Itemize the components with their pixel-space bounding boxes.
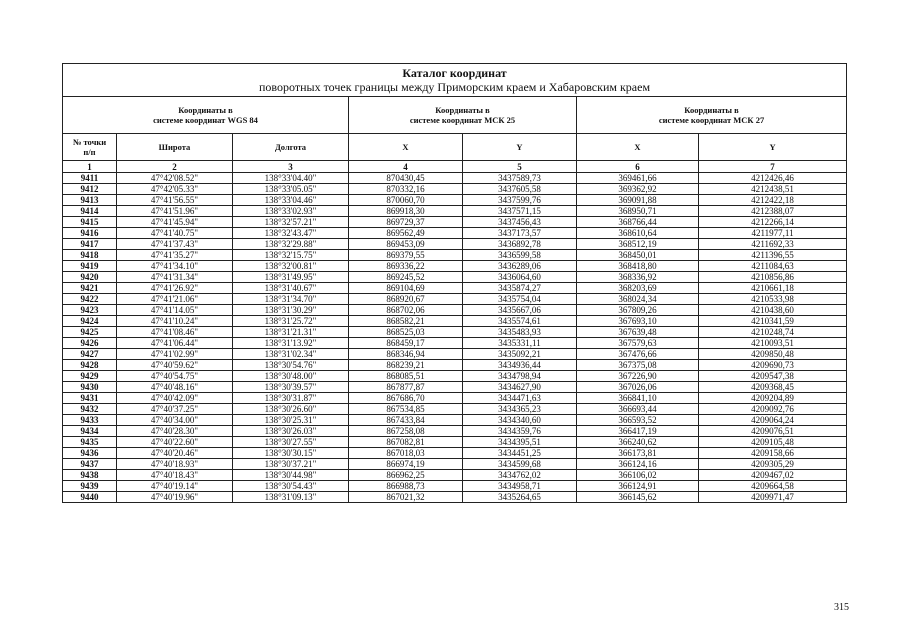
cell-longitude: 138°33'04.46" (233, 195, 349, 206)
table-row (63, 272, 847, 283)
cell-y-msk27: 4209971,47 (699, 492, 847, 503)
table-row (63, 261, 847, 272)
cell-y-msk25: 3437571,15 (463, 206, 577, 217)
cell-y-msk25: 3436599,58 (463, 250, 577, 261)
cell-point-number: 9425 (63, 327, 117, 338)
cell-x-msk27: 367226,90 (577, 371, 699, 382)
cell-x-msk25: 867018,03 (349, 448, 463, 459)
cell-point-number: 9421 (63, 283, 117, 294)
cell-point-number: 9430 (63, 382, 117, 393)
cell-y-msk27: 4209850,48 (699, 349, 847, 360)
cell-point-number: 9429 (63, 371, 117, 382)
cell-x-msk27: 367375,08 (577, 360, 699, 371)
cell-x-msk25: 868239,21 (349, 360, 463, 371)
cell-latitude: 47°41'40.75" (117, 228, 233, 239)
cell-y-msk27: 4209092,76 (699, 404, 847, 415)
cell-x-msk27: 366417,19 (577, 426, 699, 437)
table-row (63, 184, 847, 195)
column-header-x-msk27: X (577, 134, 699, 161)
cell-x-msk25: 868525,03 (349, 327, 463, 338)
cell-longitude: 138°30'54.43" (233, 481, 349, 492)
cell-latitude: 47°41'06.44" (117, 338, 233, 349)
cell-y-msk27: 4209467,02 (699, 470, 847, 481)
cell-latitude: 47°41'34.10" (117, 261, 233, 272)
cell-x-msk25: 867686,70 (349, 393, 463, 404)
cell-y-msk25: 3435483,93 (463, 327, 577, 338)
page-number: 315 (834, 602, 849, 613)
cell-x-msk27: 367476,66 (577, 349, 699, 360)
table-row (63, 371, 847, 382)
cell-x-msk27: 367026,06 (577, 382, 699, 393)
cell-latitude: 47°41'37.43" (117, 239, 233, 250)
cell-y-msk25: 3434359,76 (463, 426, 577, 437)
cell-latitude: 47°40'22.60" (117, 437, 233, 448)
cell-x-msk27: 368203,69 (577, 283, 699, 294)
cell-x-msk25: 868085,51 (349, 371, 463, 382)
cell-y-msk27: 4210856,86 (699, 272, 847, 283)
cell-longitude: 138°30'26.03" (233, 426, 349, 437)
cell-longitude: 138°32'15.75" (233, 250, 349, 261)
cell-point-number: 9435 (63, 437, 117, 448)
cell-point-number: 9420 (63, 272, 117, 283)
cell-point-number: 9428 (63, 360, 117, 371)
table-row (63, 448, 847, 459)
cell-x-msk25: 868346,94 (349, 349, 463, 360)
cell-latitude: 47°41'51.96" (117, 206, 233, 217)
cell-latitude: 47°41'31.34" (117, 272, 233, 283)
cell-latitude: 47°40'19.14" (117, 481, 233, 492)
cell-latitude: 47°41'35.27" (117, 250, 233, 261)
column-number: 7 (699, 161, 847, 173)
column-header-y-msk25: Y (463, 134, 577, 161)
cell-y-msk27: 4209158,66 (699, 448, 847, 459)
cell-y-msk27: 4212388,07 (699, 206, 847, 217)
cell-y-msk27: 4209664,58 (699, 481, 847, 492)
cell-y-msk25: 3437456,43 (463, 217, 577, 228)
cell-longitude: 138°33'02.93" (233, 206, 349, 217)
cell-y-msk25: 3435331,11 (463, 338, 577, 349)
cell-y-msk25: 3435754,04 (463, 294, 577, 305)
cell-longitude: 138°30'31.87" (233, 393, 349, 404)
cell-y-msk25: 3437173,57 (463, 228, 577, 239)
cell-x-msk27: 366145,62 (577, 492, 699, 503)
cell-latitude: 47°41'14.05" (117, 305, 233, 316)
cell-y-msk25: 3437605,58 (463, 184, 577, 195)
table-row (63, 195, 847, 206)
cell-y-msk25: 3434936,44 (463, 360, 577, 371)
cell-point-number: 9433 (63, 415, 117, 426)
cell-longitude: 138°31'02.34" (233, 349, 349, 360)
cell-latitude: 47°42'05.33" (117, 184, 233, 195)
cell-point-number: 9416 (63, 228, 117, 239)
cell-x-msk25: 867021,32 (349, 492, 463, 503)
cell-x-msk27: 369362,92 (577, 184, 699, 195)
cell-point-number: 9414 (63, 206, 117, 217)
cell-x-msk27: 367809,26 (577, 305, 699, 316)
cell-y-msk27: 4211692,33 (699, 239, 847, 250)
cell-longitude: 138°31'13.92" (233, 338, 349, 349)
cell-x-msk27: 366124,16 (577, 459, 699, 470)
cell-longitude: 138°31'21.31" (233, 327, 349, 338)
cell-x-msk25: 867082,81 (349, 437, 463, 448)
cell-y-msk27: 4209204,89 (699, 393, 847, 404)
cell-y-msk25: 3434798,94 (463, 371, 577, 382)
cell-x-msk25: 869918,30 (349, 206, 463, 217)
cell-y-msk25: 3435092,21 (463, 349, 577, 360)
cell-x-msk27: 368450,01 (577, 250, 699, 261)
cell-latitude: 47°41'56.55" (117, 195, 233, 206)
cell-longitude: 138°31'30.29" (233, 305, 349, 316)
cell-point-number: 9422 (63, 294, 117, 305)
cell-y-msk25: 3434451,25 (463, 448, 577, 459)
group-header-msk25: Координаты в системе координат МСК 25 (349, 97, 577, 134)
cell-y-msk25: 3437589,73 (463, 173, 577, 184)
table-row (63, 206, 847, 217)
cell-point-number: 9417 (63, 239, 117, 250)
cell-y-msk27: 4209064,24 (699, 415, 847, 426)
table-row (63, 305, 847, 316)
column-number: 2 (117, 161, 233, 173)
cell-y-msk25: 3436064,60 (463, 272, 577, 283)
cell-latitude: 47°40'34.00" (117, 415, 233, 426)
cell-point-number: 9432 (63, 404, 117, 415)
cell-y-msk27: 4212422,18 (699, 195, 847, 206)
cell-y-msk27: 4210341,59 (699, 316, 847, 327)
group-header-msk27: Координаты в системе координат МСК 27 (577, 97, 847, 134)
cell-x-msk27: 369091,88 (577, 195, 699, 206)
cell-latitude: 47°41'08.46" (117, 327, 233, 338)
cell-longitude: 138°30'44.98" (233, 470, 349, 481)
table-row (63, 470, 847, 481)
cell-x-msk25: 869729,37 (349, 217, 463, 228)
cell-point-number: 9424 (63, 316, 117, 327)
cell-y-msk25: 3435574,61 (463, 316, 577, 327)
table-row (63, 316, 847, 327)
table-row (63, 426, 847, 437)
cell-longitude: 138°30'54.76" (233, 360, 349, 371)
cell-y-msk27: 4210438,60 (699, 305, 847, 316)
cell-y-msk25: 3434599,68 (463, 459, 577, 470)
cell-longitude: 138°31'34.70" (233, 294, 349, 305)
cell-y-msk27: 4211977,11 (699, 228, 847, 239)
table-row (63, 217, 847, 228)
cell-point-number: 9423 (63, 305, 117, 316)
table-title-cell (63, 64, 847, 97)
cell-y-msk25: 3434762,02 (463, 470, 577, 481)
cell-y-msk25: 3435874,27 (463, 283, 577, 294)
cell-latitude: 47°40'19.96" (117, 492, 233, 503)
table-row (63, 250, 847, 261)
table-row (63, 294, 847, 305)
cell-longitude: 138°31'40.67" (233, 283, 349, 294)
cell-longitude: 138°33'04.40" (233, 173, 349, 184)
cell-latitude: 47°40'48.16" (117, 382, 233, 393)
cell-latitude: 47°40'54.75" (117, 371, 233, 382)
cell-y-msk25: 3434958,71 (463, 481, 577, 492)
cell-x-msk25: 869104,69 (349, 283, 463, 294)
cell-x-msk27: 366593,52 (577, 415, 699, 426)
cell-latitude: 47°41'02.99" (117, 349, 233, 360)
column-header-x-msk25: X (349, 134, 463, 161)
table-row (63, 415, 847, 426)
cell-point-number: 9418 (63, 250, 117, 261)
cell-point-number: 9413 (63, 195, 117, 206)
table-row (63, 492, 847, 503)
cell-point-number: 9436 (63, 448, 117, 459)
table-row (63, 338, 847, 349)
cell-y-msk25: 3434627,90 (463, 382, 577, 393)
cell-longitude: 138°31'09.13" (233, 492, 349, 503)
cell-x-msk27: 368512,19 (577, 239, 699, 250)
cell-latitude: 47°41'26.92" (117, 283, 233, 294)
cell-x-msk25: 867877,87 (349, 382, 463, 393)
cell-longitude: 138°32'57.21" (233, 217, 349, 228)
cell-latitude: 47°41'21.06" (117, 294, 233, 305)
cell-y-msk25: 3434365,23 (463, 404, 577, 415)
cell-x-msk27: 368950,71 (577, 206, 699, 217)
cell-longitude: 138°30'27.55" (233, 437, 349, 448)
cell-point-number: 9439 (63, 481, 117, 492)
column-number: 5 (463, 161, 577, 173)
cell-x-msk25: 869336,22 (349, 261, 463, 272)
cell-x-msk25: 870332,16 (349, 184, 463, 195)
cell-x-msk25: 868582,21 (349, 316, 463, 327)
cell-x-msk27: 368024,34 (577, 294, 699, 305)
coordinate-catalog-sheet (62, 63, 846, 503)
column-number: 6 (577, 161, 699, 173)
cell-latitude: 47°41'45.94" (117, 217, 233, 228)
cell-y-msk25: 3437599,76 (463, 195, 577, 206)
cell-point-number: 9438 (63, 470, 117, 481)
cell-x-msk25: 868459,17 (349, 338, 463, 349)
cell-x-msk25: 869453,09 (349, 239, 463, 250)
table-row (63, 173, 847, 184)
cell-x-msk27: 368418,80 (577, 261, 699, 272)
cell-x-msk27: 368336,92 (577, 272, 699, 283)
cell-latitude: 47°40'59.62" (117, 360, 233, 371)
cell-y-msk27: 4211084,63 (699, 261, 847, 272)
cell-longitude: 138°30'30.15" (233, 448, 349, 459)
column-number: 1 (63, 161, 117, 173)
table-row (63, 459, 847, 470)
cell-x-msk25: 866962,25 (349, 470, 463, 481)
cell-y-msk25: 3434340,60 (463, 415, 577, 426)
cell-y-msk27: 4209547,38 (699, 371, 847, 382)
table-row (63, 239, 847, 250)
cell-x-msk25: 867433,84 (349, 415, 463, 426)
cell-latitude: 47°42'08.52" (117, 173, 233, 184)
cell-y-msk27: 4209690,73 (699, 360, 847, 371)
column-number: 4 (349, 161, 463, 173)
cell-y-msk27: 4212266,14 (699, 217, 847, 228)
cell-y-msk25: 3435264,65 (463, 492, 577, 503)
table-row (63, 404, 847, 415)
cell-y-msk27: 4210093,51 (699, 338, 847, 349)
cell-point-number: 9415 (63, 217, 117, 228)
cell-y-msk25: 3436289,06 (463, 261, 577, 272)
cell-y-msk27: 4211396,55 (699, 250, 847, 261)
cell-x-msk27: 367639,48 (577, 327, 699, 338)
cell-x-msk25: 866974,19 (349, 459, 463, 470)
column-header-y-msk27: Y (699, 134, 847, 161)
cell-latitude: 47°40'18.43" (117, 470, 233, 481)
cell-latitude: 47°40'37.25" (117, 404, 233, 415)
cell-longitude: 138°30'37.21" (233, 459, 349, 470)
column-header-latitude: Широта (117, 134, 233, 161)
table-row (63, 360, 847, 371)
cell-x-msk25: 870430,45 (349, 173, 463, 184)
cell-longitude: 138°31'49.95" (233, 272, 349, 283)
cell-x-msk27: 366124,91 (577, 481, 699, 492)
table-row (63, 283, 847, 294)
cell-latitude: 47°40'28.30" (117, 426, 233, 437)
table-row (63, 437, 847, 448)
cell-longitude: 138°32'00.81" (233, 261, 349, 272)
column-number: 3 (233, 161, 349, 173)
cell-y-msk25: 3435667,06 (463, 305, 577, 316)
cell-y-msk25: 3434395,51 (463, 437, 577, 448)
cell-latitude: 47°40'18.93" (117, 459, 233, 470)
cell-longitude: 138°33'05.05" (233, 184, 349, 195)
cell-x-msk27: 366693,44 (577, 404, 699, 415)
cell-longitude: 138°32'43.47" (233, 228, 349, 239)
cell-x-msk25: 870060,70 (349, 195, 463, 206)
cell-y-msk27: 4209368,45 (699, 382, 847, 393)
cell-point-number: 9431 (63, 393, 117, 404)
cell-x-msk27: 368610,64 (577, 228, 699, 239)
table-subtitle: поворотных точек границы между Приморским краем и Хабаровским краем (259, 80, 651, 94)
cell-x-msk25: 869245,52 (349, 272, 463, 283)
cell-x-msk27: 366240,62 (577, 437, 699, 448)
cell-x-msk27: 366173,81 (577, 448, 699, 459)
cell-point-number: 9434 (63, 426, 117, 437)
cell-x-msk25: 868920,67 (349, 294, 463, 305)
cell-x-msk25: 868702,06 (349, 305, 463, 316)
cell-point-number: 9427 (63, 349, 117, 360)
cell-x-msk27: 366106,02 (577, 470, 699, 481)
cell-longitude: 138°30'39.57" (233, 382, 349, 393)
coordinate-table (62, 63, 847, 503)
table-row (63, 349, 847, 360)
cell-y-msk27: 4210248,74 (699, 327, 847, 338)
cell-x-msk25: 869379,55 (349, 250, 463, 261)
cell-y-msk27: 4209076,51 (699, 426, 847, 437)
cell-latitude: 47°40'20.46" (117, 448, 233, 459)
cell-x-msk25: 867258,08 (349, 426, 463, 437)
cell-longitude: 138°31'25.72" (233, 316, 349, 327)
cell-y-msk27: 4209305,29 (699, 459, 847, 470)
cell-y-msk27: 4210661,18 (699, 283, 847, 294)
cell-latitude: 47°41'10.24" (117, 316, 233, 327)
cell-y-msk27: 4212426,46 (699, 173, 847, 184)
cell-point-number: 9426 (63, 338, 117, 349)
table-row (63, 382, 847, 393)
cell-x-msk27: 369461,66 (577, 173, 699, 184)
table-row (63, 228, 847, 239)
cell-latitude: 47°40'42.09" (117, 393, 233, 404)
cell-y-msk25: 3436892,78 (463, 239, 577, 250)
cell-y-msk25: 3434471,63 (463, 393, 577, 404)
cell-point-number: 9412 (63, 184, 117, 195)
cell-x-msk25: 869562,49 (349, 228, 463, 239)
cell-point-number: 9411 (63, 173, 117, 184)
cell-x-msk25: 867534,85 (349, 404, 463, 415)
table-row (63, 393, 847, 404)
cell-longitude: 138°30'25.31" (233, 415, 349, 426)
column-header-point: № точки п/п (63, 134, 117, 161)
column-header-longitude: Долгота (233, 134, 349, 161)
cell-longitude: 138°32'29.88" (233, 239, 349, 250)
cell-x-msk27: 366841,10 (577, 393, 699, 404)
table-row (63, 481, 847, 492)
cell-x-msk25: 866988,73 (349, 481, 463, 492)
cell-y-msk27: 4210533,98 (699, 294, 847, 305)
cell-longitude: 138°30'48.00" (233, 371, 349, 382)
cell-x-msk27: 367579,63 (577, 338, 699, 349)
cell-x-msk27: 368766,44 (577, 217, 699, 228)
cell-x-msk27: 367693,10 (577, 316, 699, 327)
group-header-wgs84: Координаты в системе координат WGS 84 (63, 97, 349, 134)
cell-y-msk27: 4209105,48 (699, 437, 847, 448)
table-title: Каталог координат (402, 66, 507, 80)
cell-point-number: 9419 (63, 261, 117, 272)
cell-longitude: 138°30'26.60" (233, 404, 349, 415)
cell-point-number: 9437 (63, 459, 117, 470)
cell-y-msk27: 4212438,51 (699, 184, 847, 195)
table-row (63, 327, 847, 338)
cell-point-number: 9440 (63, 492, 117, 503)
